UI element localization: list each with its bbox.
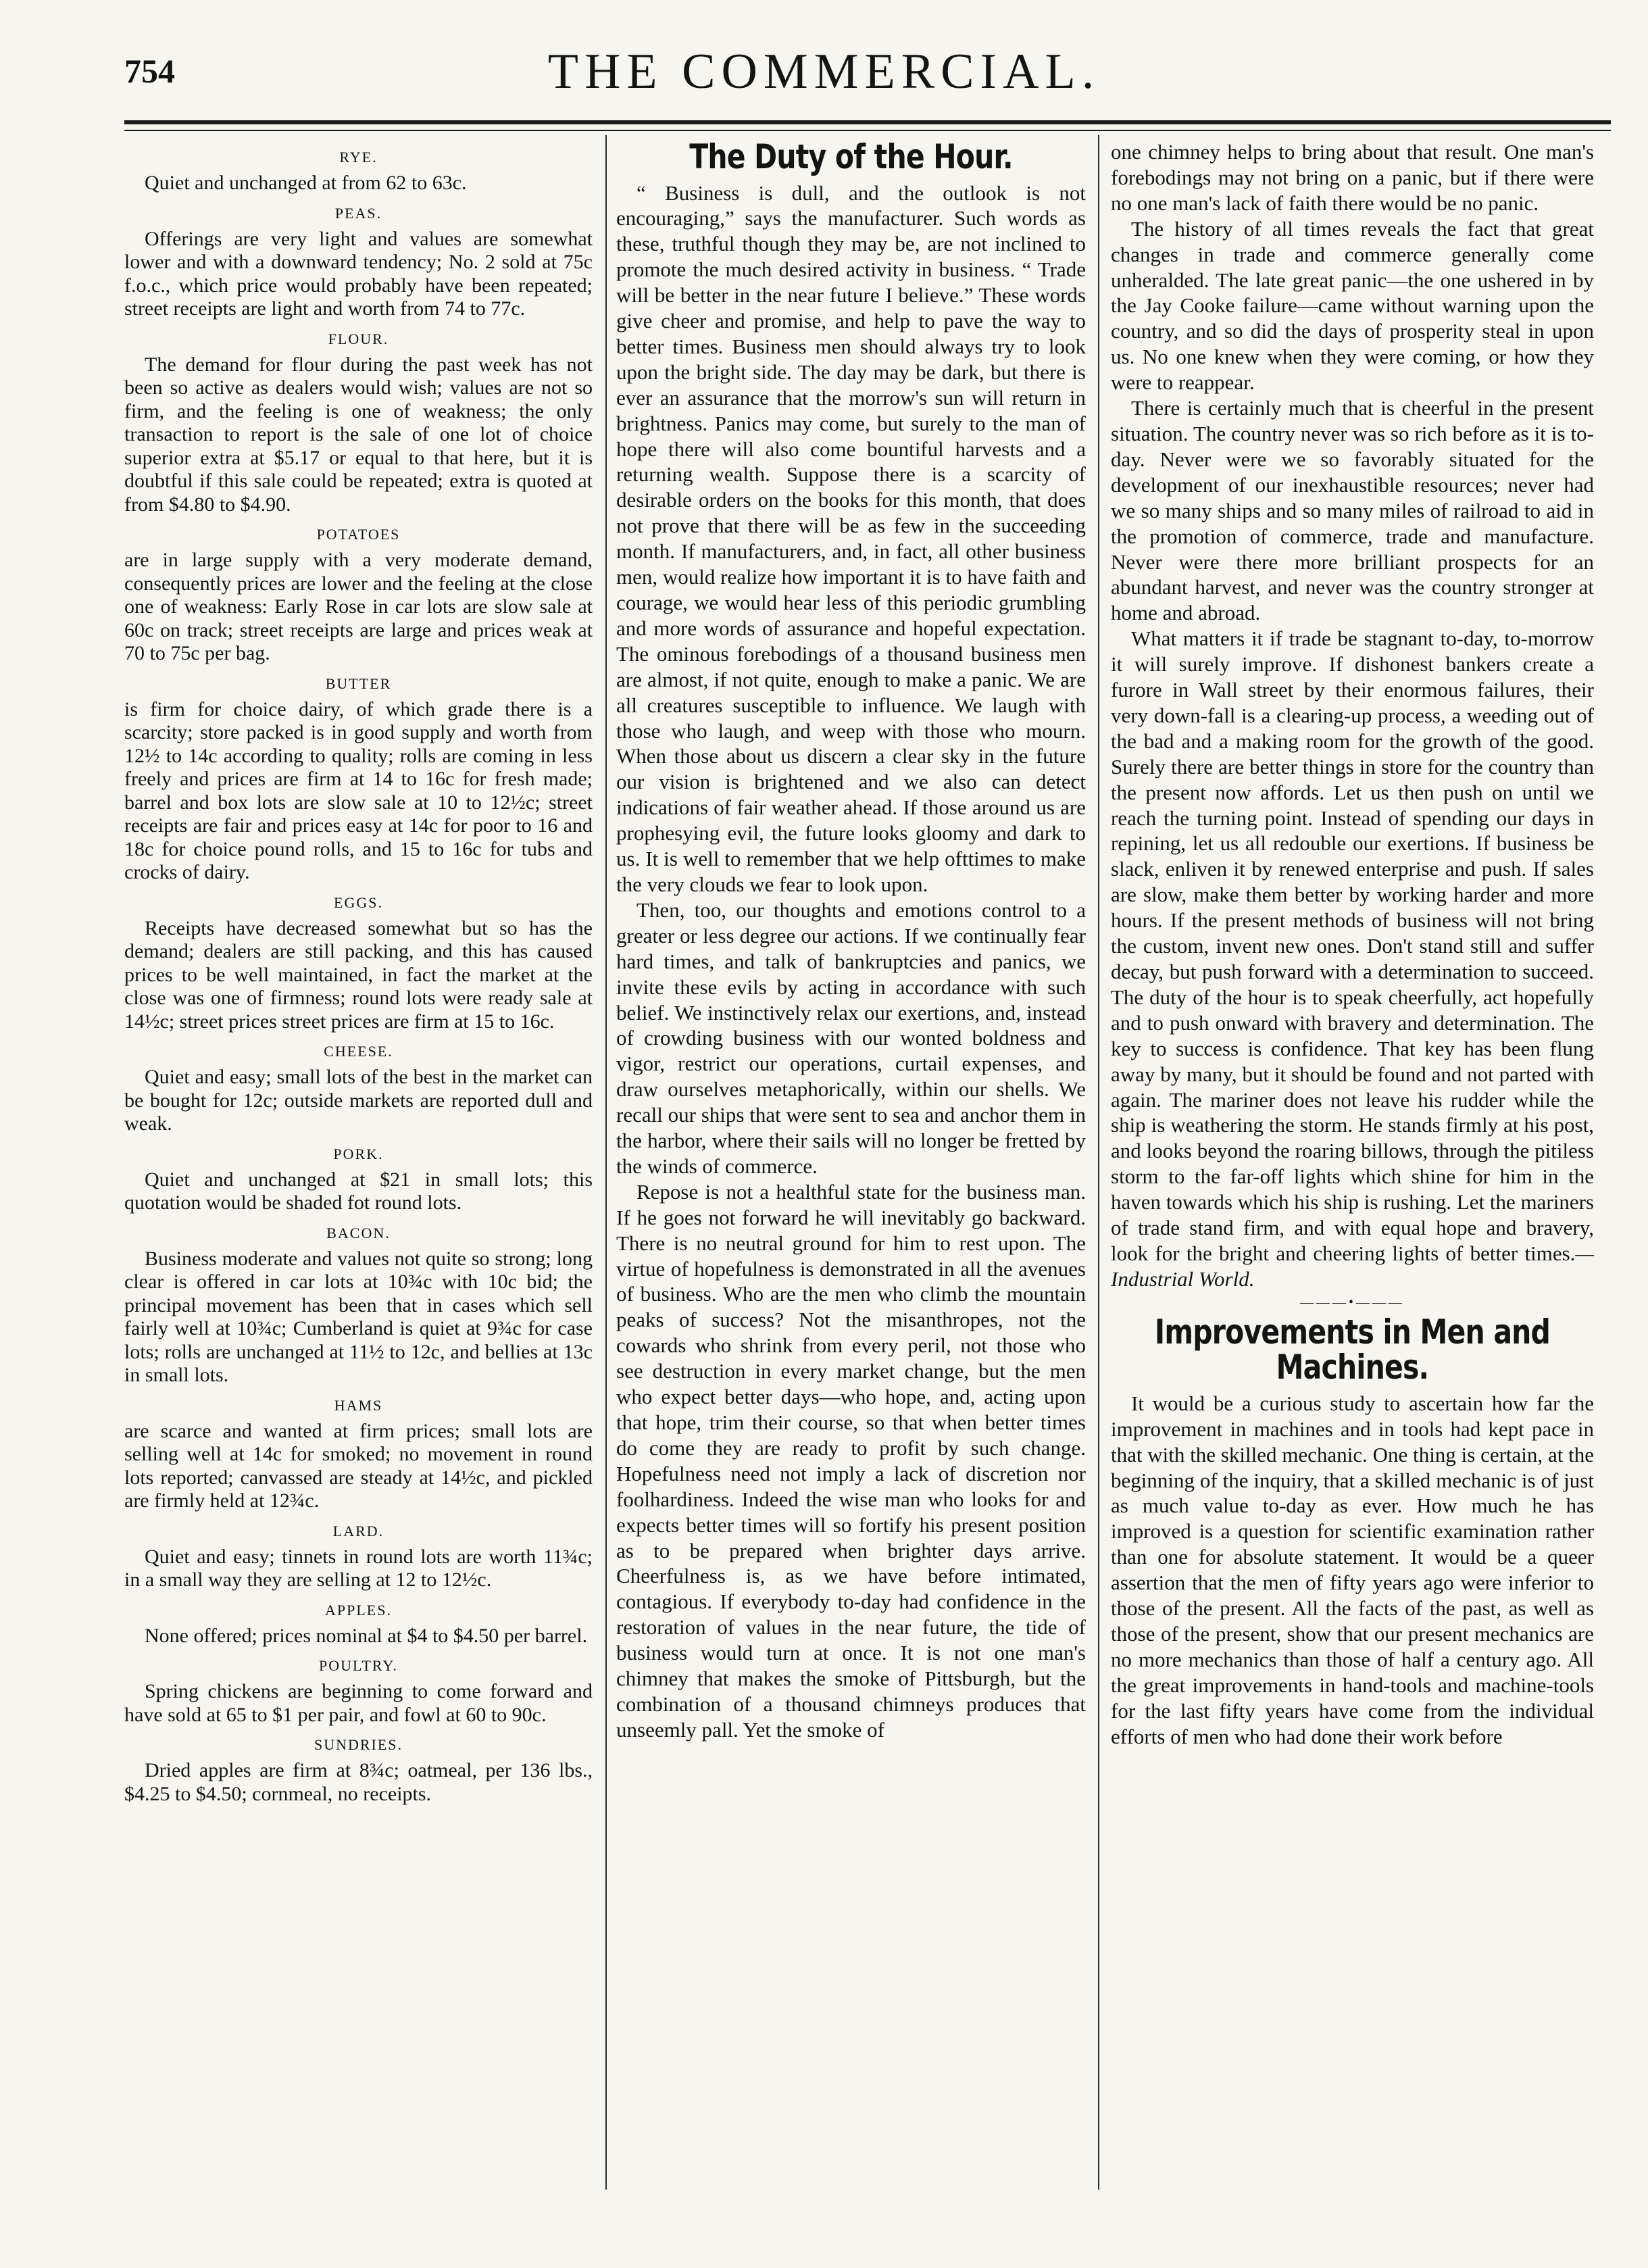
market-section-pork xyxy=(124,1145,593,1215)
market-text: are in large supply with a very moderate demand, consequently prices are lower and the feeling at the close one of weakness: Early Rose in car lots are slow sale at 60c on track; street receipts are large and prices weak at 70 to 75c per bag. xyxy=(124,549,593,664)
market-section-hams xyxy=(124,1397,593,1513)
market-text: Business moderate and values not quite so strong; long clear is offered in car lots at 10¾c with 10c bid; the principal movement has been that in cases which sell fairly well at 10¾c; Cumberland is quiet at 9¾c for case lots; rolls are unchanged at 11½ to 12c, and bellies at 13c in small lots. xyxy=(124,1247,593,1386)
article-paragraph: There is certainly much that is cheerful in the present situation. The country never was so rich before as it is to-day. Never were we so favorably situated for the development of our inexhaustible resources; never had we so many ships and so many miles of railroad to aid in the promotion of commerce, trade and manufacture. Never were there more brilliant prospects for an abundant harvest, and never was the country stronger at home and abroad. xyxy=(1111,396,1594,625)
market-section-rye xyxy=(124,149,593,195)
article-title: The Duty of the Hour. xyxy=(689,137,1013,176)
market-text: Quiet and unchanged at $21 in small lots; this quotation would be shaded fot round lots. xyxy=(124,1168,593,1214)
market-section-butter xyxy=(124,675,593,885)
market-heading: HAMS xyxy=(334,1396,383,1414)
market-text: Quiet and unchanged at from 62 to 63c. xyxy=(145,172,467,194)
page-header xyxy=(0,0,1648,128)
market-section-peas xyxy=(124,205,593,321)
market-section-apples xyxy=(124,1602,593,1648)
masthead: THE COMMERCIAL. xyxy=(547,44,1101,99)
market-text: Dried apples are firm at 8¾c; oatmeal, per 136 lbs., $4.25 to $4.50; cornmeal, no receipts. xyxy=(124,1759,593,1805)
market-heading: RYE. xyxy=(339,149,378,166)
market-heading: BUTTER xyxy=(325,674,392,692)
column-divider xyxy=(1098,135,1099,2190)
market-text: are scarce and wanted at firm prices; small lots are selling well at 14c for smoked; no movement in round lots reported; canvassed are steady at 14½c, and pickled are firmly held at 12¾c. xyxy=(124,1419,593,1512)
market-heading: CHEESE. xyxy=(324,1043,393,1060)
market-section-bacon xyxy=(124,1225,593,1387)
article-paragraph: The history of all times reveals the fact that great changes in trade and commerce generally come unheralded. The late great panic—the one ushered in by the Jay Cooke failure—came without warning upon the country, and so did the days of prosperity steal in upon us. No one knew when they were coming, or how they were to reappear. xyxy=(1111,216,1594,395)
article-paragraph: “ Business is dull, and the outlook is not encouraging,” says the manufacturer. Such words as these, truthful though they may be, are not inclined to promote the much desired activity in business. “ Trade will be better in the near future I believe.” These words give cheer and promise, and help to pave the way to better times. Business men should always try to look upon the bright side. The day may be dark, but there is ever an assurance that the morrow's sun will return in brightness. Panics may come, but surely to the man of hope there will also come bountiful harvests and a returning wealth. Suppose there is a scarcity of desirable orders on the books for this month, that does not prove that there will be as few in the succeeding month. If manufacturers, and, in fact, all other business men, would realize how important it is to have faith and courage, we would hear less of this periodic grumbling and more words of assurance and hopeful expectation. The ominous forebodings of a thousand business men are almost, if not quite, enough to make a panic. We are all creatures susceptible to influence. We laugh with those who laugh, and weep with those who mourn. When those about us discern a clear sky in the future our vision is brightened and we also can detect indications of fair weather ahead. If those around us are prophesying evil, the future looks gloomy and dark to us. It is well to remember that we help ofttimes to make the very clouds we fear to look upon. xyxy=(616,180,1086,896)
column-divider xyxy=(605,135,607,2190)
market-text: Offerings are very light and values are somewhat lower and with a downward tendency; No. 2 sold at 75c f.o.c., which price would probably have been repeated; street receipts are light and worth from 74 to 77c. xyxy=(124,227,593,320)
article-source: —Industrial World. xyxy=(1111,1241,1594,1291)
page-number: 754 xyxy=(124,52,175,90)
market-heading: EGGS. xyxy=(334,893,383,911)
article-paragraph xyxy=(1111,626,1594,1292)
market-section-flour xyxy=(124,330,593,517)
market-text: Quiet and easy; small lots of the best in the market can be bought for 12c; outside markets are reported dull and weak. xyxy=(124,1066,593,1135)
article-paragraph: Then, too, our thoughts and emotions control to a greater or less degree our actions. If we continually fear hard times, and talk of bankruptcies and panics, we invite these evils by acting in accordance with such belief. We instinctively relax our exertions, and, instead of crowding business with our wonted boldness and vigor, restrict our operations, curtail expenses, and draw ourselves metaphorically, within our shells. We recall our ships that were sent to sea and anchor them in the harbor, where their sails will no longer be fretted by the winds of commerce. xyxy=(616,897,1086,1178)
market-heading: BACON. xyxy=(326,1224,391,1241)
market-heading: POULTRY. xyxy=(319,1657,398,1674)
section-ornament: ———•——— xyxy=(1299,1294,1405,1310)
article-paragraph-text: What matters it if trade be stagnant to-day, to-morrow it will surely improve. If dishonest bankers create a furore in Wall street by their enormous failures, their very down-fall is a clearing-up process, a weeding out of the bad and a making room for the growth of the good. Surely there are better things in store for the country than the present now affords. Let us then push on until we reach the turning point. Instead of spending our days in repining, let us all redouble our exertions. If business be slack, enliven it by renewed enterprise and push. If sales are slow, make them better by working harder and more hours. If the present methods of business will not bring the custom, invent new ones. Don't stand still and suffer decay, but push forward with a determination to succeed. The duty of the hour is to speak cheerfully, act hopefully and to push onward with bravery and determination. The key to success is confidence. That key has been flung away by many, but it should be found and not parted with again. The mariner does not leave his rudder while the ship is weathering the storm. He stands firmly at his post, and looks beyond the roaring billows, through the pitiless storm to the far-off lights which shine for him in the haven towards which his ship is rushing. Let the mariners of trade stand firm, and with equal hope and bravery, look for the bright and cheering lights of better times. xyxy=(1111,626,1594,1265)
article-paragraph: one chimney helps to bring about that result. One man's forebodings may not bring on a panic, but if there were no one man's lack of faith there would be no panic. xyxy=(1111,140,1594,215)
article-paragraph: It would be a curious study to ascertain how far the improvement in machines and in tools had kept pace in that with the skilled mechanic. One thing is certain, at the beginning of the inquiry, that a skilled mechanic is of just as much value to-day as ever. How much he has improved is a question for scientific examination rather than one for absolute statement. It would be a queer assertion that the men of fifty years ago were inferior to those of the present. All the facts of the past, as well as those of the present, show that our present mechanics are no more mechanics than those of half a century ago. All the great improvements in hand-tools and machine-tools for the last fifty years have come from the individual efforts of men who had done their work before xyxy=(1111,1391,1594,1748)
market-section-eggs xyxy=(124,894,593,1034)
market-text: Quiet and easy; tinnets in round lots are worth 11¾c; in a small way they are selling at 12 to 12½c. xyxy=(124,1545,593,1591)
market-section-potatoes xyxy=(124,526,593,666)
market-heading: FLOUR. xyxy=(328,330,389,347)
header-rule-thick xyxy=(124,120,1611,124)
header-rule-thin xyxy=(124,130,1611,131)
article-paragraph: Repose is not a healthful state for the business man. If he goes not forward he will inevitably go backward. There is no neutral ground for him to rest upon. The virtue of hopefulness is demonstrated in all the avenues of business. Who are the men who climb the mountain peaks of success? Not the misanthropes, not the cowards who shrink from every peril, not those who see destruction in every market change, but the men who expect better days—who hope, and, acting upon that hope, trim their course, so that when better times do come they are ready to profit by such change. Hopefulness need not imply a lack of discretion nor foolhardiness. Indeed the wise man who looks for and expects better times will so fortify his present position as to be prepared when brighter days arrive. Cheerfulness is, as we have before intimated, contagious. If everybody to-day had confidence in the restoration of values in the near future, the tide of business would turn at once. It is not one man's chimney that makes the smoke of Pittsburgh, but the combination of a thousand chimneys produces that unseemly pall. Yet the smoke of xyxy=(616,1179,1086,1742)
market-section-cheese xyxy=(124,1043,593,1136)
market-heading: APPLES. xyxy=(325,1601,392,1619)
market-section-lard xyxy=(124,1523,593,1592)
market-reports-column xyxy=(124,139,593,1813)
market-text: Receipts have decreased somewhat but so has the demand; dealers are still packing, and this has caused prices to be well maintained, in fact the market at the close was one of firmness; round lots were ready sale at 14½c; street prices street prices are firm at 15 to 16c. xyxy=(124,916,593,1033)
market-heading: PEAS. xyxy=(334,204,382,222)
market-section-sundries xyxy=(124,1736,593,1806)
article-title: Improvements in Men and Machines. xyxy=(1154,1312,1551,1387)
market-text: Spring chickens are beginning to come forward and have sold at 65 to $1 per pair, and fowl at 60 to 90c. xyxy=(124,1680,593,1726)
market-heading: PORK. xyxy=(333,1145,384,1162)
article-column-middle xyxy=(616,139,1086,1743)
market-heading: SUNDRIES. xyxy=(314,1736,403,1753)
article-column-right xyxy=(1111,139,1594,1749)
market-text: is firm for choice dairy, of which grade there is a scarcity; store packed is in good supply and worth from 12½ to 14c according to quality; rolls are coming in less freely and prices are firm at 14 to 16c for fresh made; barrel and box lots are slow sale at 10 to 12½c; street receipts are fair and prices easy at 14c for poor to 16 and 18c for choice pound rolls, and 15 to 16c for tubs and crocks of dairy. xyxy=(124,697,593,883)
market-section-poultry xyxy=(124,1657,593,1727)
market-text: The demand for flour during the past week has not been so active as dealers would wish; values are not so firm, and the feeling is one of weakness; the only transaction to report is the sale of one lot of choice superior extra at $5.17 or equal to that here, but it is doubtful if this sale could be repeated; extra is quoted at from $4.80 to $4.90. xyxy=(124,353,593,516)
market-text: None offered; prices nominal at $4 to $4.50 per barrel. xyxy=(145,1624,588,1647)
market-heading: LARD. xyxy=(332,1522,384,1539)
market-heading: POTATOES xyxy=(316,526,401,543)
